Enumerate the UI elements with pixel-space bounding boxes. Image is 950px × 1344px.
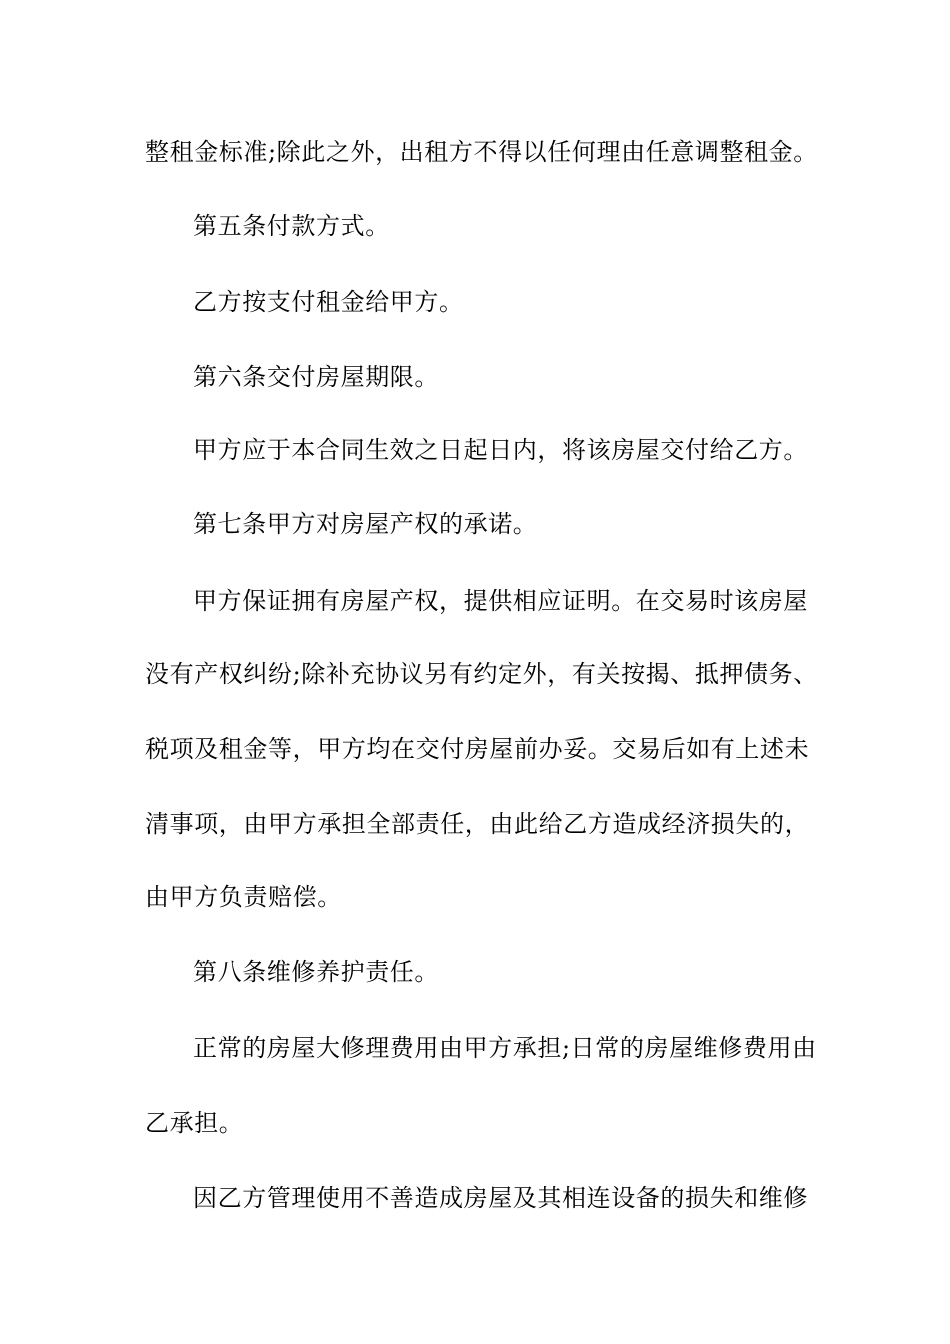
clause-7-heading: 第七条甲方对房屋产权的承诺。 bbox=[193, 510, 538, 538]
text-line-15: 因乙方管理使用不善造成房屋及其相连设备的损失和维修 bbox=[193, 1184, 808, 1212]
text-line-7: 甲方保证拥有房屋产权，提供相应证明。在交易时该房屋 bbox=[193, 587, 808, 615]
clause-6-heading: 第六条交付房屋期限。 bbox=[193, 363, 439, 391]
text-line-13: 正常的房屋大修理费用由甲方承担;日常的房屋维修费用由 bbox=[193, 1034, 817, 1062]
text-line-11: 由甲方负责赔偿。 bbox=[145, 883, 342, 911]
clause-8-heading: 第八条维修养护责任。 bbox=[193, 958, 439, 986]
text-line-8: 没有产权纠纷;除补充协议另有约定外，有关按揭、抵押债务、 bbox=[145, 660, 818, 688]
text-line-14: 乙承担。 bbox=[145, 1109, 244, 1137]
text-line-9: 税项及租金等，甲方均在交付房屋前办妥。交易后如有上述未 bbox=[145, 735, 810, 763]
text-line-3: 乙方按支付租金给甲方。 bbox=[193, 288, 464, 316]
text-line-5: 甲方应于本合同生效之日起日内，将该房屋交付给乙方。 bbox=[193, 436, 808, 464]
clause-5-heading: 第五条付款方式。 bbox=[193, 212, 390, 240]
text-line-1: 整租金标准;除此之外，出租方不得以任何理由任意调整租金。 bbox=[145, 138, 818, 166]
text-line-10: 清事项，由甲方承担全部责任，由此给乙方造成经济损失的， bbox=[145, 810, 810, 838]
